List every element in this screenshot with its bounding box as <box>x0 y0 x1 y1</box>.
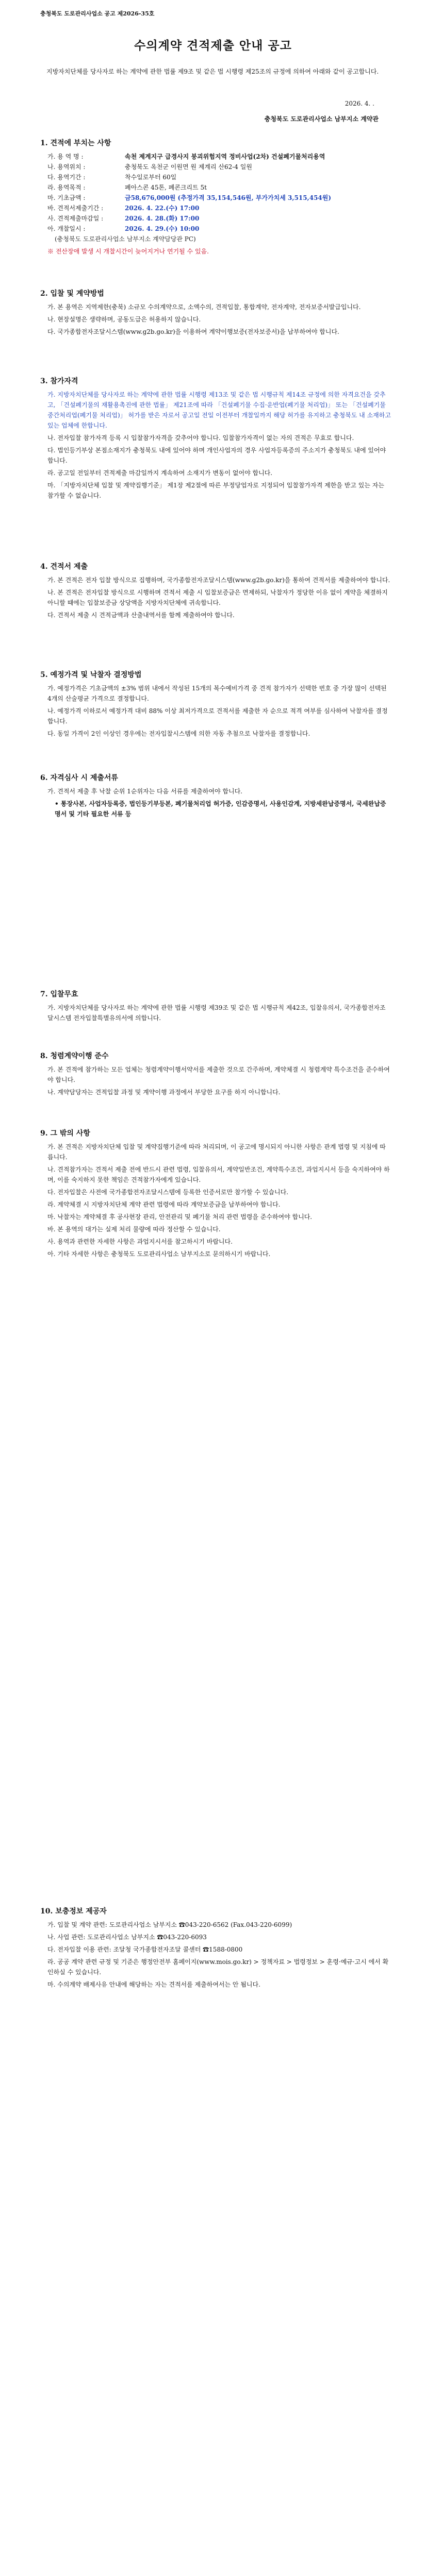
section-4-line: 다. 견적서 제출 시 견적금액과 산출내역서를 함께 제출하여야 합니다. <box>47 612 235 619</box>
info-row: 라. 용역목적 : 폐아스콘 45톤, 폐콘크리트 5t <box>47 184 207 191</box>
notice-number: 충청북도 도로관리사업소 공고 제2026-35호 <box>40 10 155 17</box>
section-3-line: 나. 전자입찰 참가자격 등록 시 입찰참가자격을 갖추어야 합니다. 입찰참가자격이 없는 자의 견적은 무효로 합니다. <box>47 434 354 442</box>
section-3 <box>40 376 391 503</box>
section-7-heading: 7. 입찰무효 <box>40 990 78 998</box>
section-5-line: 다. 동일 가격이 2인 이상인 경우에는 전자입찰시스템에 의한 자동 추첨으로 낙찰자를 결정합니다. <box>47 730 310 737</box>
section-10-line: 라. 공공 계약 관련 규정 및 기준은 행정안전부 홈페이지(www.mois.go.kr) > 정책자료 > 법령정보 > 훈령·예규·고시 에서 확인하실 수 있습니다. <box>47 1958 389 1976</box>
section-6-line: 가. 견적서 제출 후 낙찰 순위 1순위자는 다음 서류를 제출하여야 합니다. <box>47 788 242 795</box>
section-10-heading: 10. 보충정보 제공자 <box>40 1907 107 1916</box>
section-6 <box>40 773 391 821</box>
section-8-line: 가. 본 견적에 참가하는 모든 업체는 청렴계약이행서약서를 제출한 것으로 간주하며, 계약체결 시 청렴계약 특수조건을 준수하여야 합니다. <box>47 1066 390 1083</box>
notice-date: 2026. 4. . <box>345 100 374 107</box>
info-note: (충청북도 도로관리사업소 남부지소 계약담당관 PC) <box>55 235 196 243</box>
page-2 <box>0 958 426 1803</box>
info-row: 바. 견적서제출기간 : 2026. 4. 22.(수) 17:00 <box>47 205 200 212</box>
section-9-line: 마. 낙찰자는 계약체결 후 공사현장 관리, 안전관리 및 폐기물 처리 관련 법령을 준수하여야 합니다. <box>47 1213 313 1221</box>
section-9-line: 가. 본 견적은 지방자치단체 입찰 및 계약집행기준에 따라 처리되며, 이 공고에 명시되지 아니한 사항은 관계 법령 및 지침에 따릅니다. <box>47 1143 386 1161</box>
section-4 <box>40 562 391 622</box>
section-8-heading: 8. 청렴계약이행 준수 <box>40 1052 109 1060</box>
section-8 <box>40 1051 391 1099</box>
section-8-line: 나. 계약담당자는 견적입찰 과정 및 계약이행 과정에서 부당한 요구를 하지 아니합니다. <box>47 1089 281 1096</box>
section-9-line: 나. 견적참가자는 견적서 제출 전에 반드시 관련 법령, 입찰유의서, 계약일반조건, 계약특수조건, 과업지시서 등을 숙지하여야 하며, 이를 숙지하지 못한 책임은 견적참가자에게 있습니다. <box>47 1166 390 1183</box>
section-1 <box>40 138 391 259</box>
info-row: 가. 용 역 명 : 속천 제계지구 급경사지 붕괴위험지역 정비사업(2차) 건설폐기물처리용역 <box>47 153 325 160</box>
section-4-line: 나. 본 견적은 전자입찰 방식으로 시행하며 견적서 제출 시 입찰보증금은 면제하되, 낙찰자가 정당한 이유 없이 계약을 체결하지 아니할 때에는 입찰보증금 상당액을 지방자치단체에 귀속합니다. <box>47 589 388 606</box>
section-2 <box>40 289 391 339</box>
section-1-heading: 1. 견적에 부치는 사항 <box>40 139 111 147</box>
notice-issuer: 충청북도 도로관리사업소 남부지소 계약관 <box>264 115 379 123</box>
section-2-line: 나. 현장설명은 생략하며, 공동도급은 허용하지 않습니다. <box>47 316 201 323</box>
section-9-line: 사. 용역과 관련한 자세한 사항은 과업지시서를 참고하시기 바랍니다. <box>47 1238 233 1245</box>
section-4-heading: 4. 견적서 제출 <box>40 563 88 571</box>
section-10-line: 가. 입찰 및 계약 관련: 도로관리사업소 남부지소 ☎043-220-6562 (Fax.043-220-6099) <box>47 1921 292 1928</box>
section-6-line: • 통장사본, 사업자등록증, 법인등기부등본, 폐기물처리업 허가증, 인감증명서, 사용인감계, 지방세완납증명서, 국세완납증명서 및 기타 필요한 서류 등 <box>55 800 386 818</box>
info-warning: ※ 전산장애 발생 시 개찰시간이 늦어지거나 연기될 수 있음. <box>47 248 209 255</box>
section-10-line: 나. 사업 관련: 도로관리사업소 남부지소 ☎043-220-6093 <box>47 1934 207 1941</box>
info-row: 마. 기초금액 : 금58,676,000원 (추정가격 35,154,546원, 부가가치세 3,515,454원) <box>47 194 332 201</box>
section-9-line: 아. 기타 자세한 사항은 충청북도 도로관리사업소 남부지소로 문의하시기 바랍니다. <box>47 1250 271 1258</box>
section-3-line: 라. 공고일 전일부터 견적제출 마감일까지 계속하여 소재지가 변동이 없어야 합니다. <box>47 469 273 477</box>
info-row: 아. 개찰일시 : 2026. 4. 29.(수) 10:00 <box>47 225 200 232</box>
section-2-heading: 2. 입찰 및 계약방법 <box>40 290 104 298</box>
info-row: 다. 용역기간 : 착수일로부터 60일 <box>47 174 177 181</box>
info-row: 나. 용역위치 : 충청북도 옥천군 이원면 원 제계리 산62-4 일원 <box>47 163 252 171</box>
section-2-line: 가. 본 용역은 지역제한(충북) 소규모 수의계약으로, 소액수의, 견적입찰, 통합계약, 전자계약, 전자보증서발급입니다. <box>47 303 361 311</box>
section-3-line: 가. 지방자치단체를 당사자로 하는 계약에 관한 법률 시행령 제13조 및 같은 법 시행규칙 제14조 규정에 의한 자격요건을 갖추고, 「건설폐기물의 재활용촉진에 관한 법률」 제21조에 따라 「건설폐기물 수집·운반업(폐기물 처리업)」 또는 「건설폐기물 중간처리업(폐기물 처리업)」 허가를 받은 자로서 공고일 전일 이전부터 개찰일까지 해당 허가를 유지하고 충청북도 내 소재하고 있는 업체에 한합니다. <box>47 391 391 429</box>
section-5-line: 나. 예정가격 이하로서 예정가격 대비 88% 이상 최저가격으로 견적서를 제출한 자 순으로 적격 여부를 심사하여 낙찰자를 결정합니다. <box>47 707 388 725</box>
section-10-line: 다. 전자입찰 이용 관련: 조달청 국가종합전자조달 콜센터 ☎1588-0800 <box>47 1946 243 1953</box>
document-title: 수의계약 견적제출 안내 공고 <box>134 39 292 53</box>
page-1 <box>0 0 426 958</box>
section-9-line: 라. 계약체결 시 지방자치단체 계약 관련 법령에 따라 계약보증금을 납부하여야 합니다. <box>47 1201 281 1208</box>
section-9-line: 바. 본 용역의 대가는 실제 처리 물량에 따라 정산할 수 있습니다. <box>47 1226 221 1233</box>
section-2-line: 다. 국가종합전자조달시스템(www.g2b.go.kr)을 이용하여 계약이행보증(전자보증서)을 납부하여야 합니다. <box>47 328 339 335</box>
info-row: 사. 견적제출마감일 : 2026. 4. 28.(화) 17:00 <box>47 215 200 222</box>
section-3-heading: 3. 참가자격 <box>40 377 78 385</box>
section-9-line: 다. 전자입찰은 사전에 국가종합전자조달시스템에 등록한 인증서로만 참가할 수 있습니다. <box>47 1189 289 1196</box>
section-6-heading: 6. 자격심사 시 제출서류 <box>40 774 118 782</box>
intro-paragraph: 지방자치단체를 당사자로 하는 계약에 관한 법률 제9조 및 같은 법 시행령 제25조의 규정에 의하여 아래와 같이 공고합니다. <box>46 68 379 75</box>
section-4-line: 가. 본 견적은 전자 입찰 방식으로 집행하며, 국가종합전자조달시스템(www.g2b.go.kr)을 통하여 견적서를 제출하여야 합니다. <box>47 577 390 584</box>
section-5 <box>40 670 391 741</box>
section-3-line: 다. 법인등기부상 본점소재지가 충청북도 내에 있어야 하며 개인사업자의 경우 사업자등록증의 주소지가 충청북도 내에 있어야 합니다. <box>47 447 386 464</box>
section-7 <box>40 989 391 1025</box>
section-10 <box>40 1906 391 1992</box>
section-7-line: 가. 지방자치단체를 당사자로 하는 계약에 관한 법률 시행령 제39조 및 같은 법 시행규칙 제42조, 입찰유의서, 국가종합전자조달시스템 전자입찰특별유의서에 의합니다. <box>47 1004 386 1022</box>
section-5-line: 가. 예정가격은 기초금액의 ±3% 범위 내에서 작성된 15개의 복수예비가격 중 견적 참가자가 선택한 번호 중 가장 많이 선택된 4개의 산술평균 가격으로 결정합니다. <box>47 685 387 702</box>
section-9-heading: 9. 그 밖의 사항 <box>40 1129 90 1138</box>
section-3-line: 마. 「지방자치단체 입찰 및 계약집행기준」 제1장 제2절에 따른 부정당업자로 지정되어 입찰참가자격 제한을 받고 있는 자는 참가할 수 없습니다. <box>47 482 384 499</box>
page-3 <box>0 1803 426 2576</box>
section-10-line: 마. 수의계약 배제사유 안내에 해당하는 자는 견적서를 제출하여서는 안 됩니다. <box>47 1981 260 1988</box>
section-5-heading: 5. 예정가격 및 낙찰자 결정방법 <box>40 671 142 679</box>
section-9 <box>40 1128 391 1261</box>
